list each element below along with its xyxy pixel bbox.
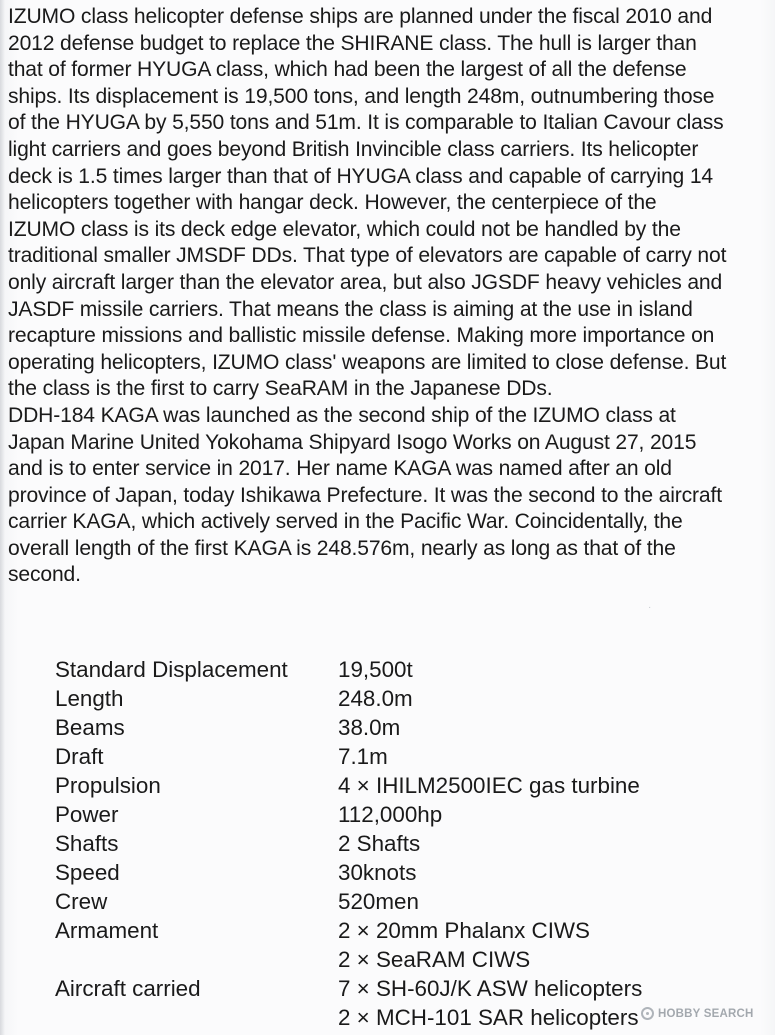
paragraph-line: JASDF missile carriers. That means the class is aiming at the use in island xyxy=(8,297,693,321)
paragraph-line: ships. Its displacement is 19,500 tons, and length 248m, outnumbering those xyxy=(8,84,715,108)
paragraph-line: overall length of the first KAGA is 248.576m, nearly as long as that of the xyxy=(8,536,676,560)
spec-value: 30knots xyxy=(338,860,417,885)
spec-values xyxy=(338,916,755,974)
spec-label: Aircraft carried xyxy=(55,976,201,1001)
hobby-search-watermark xyxy=(641,1007,753,1020)
spec-values xyxy=(338,887,755,916)
spec-values xyxy=(338,829,755,858)
spec-values xyxy=(338,858,755,887)
watermark-text: HOBBY SEARCH xyxy=(658,1007,754,1020)
paragraph-line: second. xyxy=(8,563,81,587)
paragraph-line: Japan Marine United Yokohama Shipyard Isogo Works on August 27, 2015 xyxy=(8,430,697,454)
paragraph-line: 2012 defense budget to replace the SHIRANE class. The hull is larger than xyxy=(8,31,697,55)
paragraph-line: the class is the first to carry SeaRAM in the Japanese DDs. xyxy=(8,377,553,401)
spec-values xyxy=(338,800,755,829)
paragraph-line: only aircraft larger than the elevator area, but also JGSDF heavy vehicles and xyxy=(8,270,723,294)
paragraph-line: traditional smaller JMSDF DDs. That type of elevators are capable of carry not xyxy=(8,244,727,268)
spec-row-beams xyxy=(55,713,755,742)
spec-value: 112,000hp xyxy=(338,802,443,827)
paragraph-line: that of former HYUGA class, which had been the largest of all the defense xyxy=(8,58,687,82)
paragraph-line: and is to enter service in 2017. Her name KAGA was named after an old xyxy=(8,457,672,481)
spec-label: Propulsion xyxy=(55,773,161,798)
spec-values xyxy=(338,742,755,771)
spec-value: 7.1m xyxy=(338,744,388,769)
spec-label: Length xyxy=(55,686,124,711)
spec-label: Standard Displacement xyxy=(55,657,288,682)
paragraph-line: DDH-184 KAGA was launched as the second ship of the IZUMO class at xyxy=(8,403,676,427)
spec-value: 4 × IHILM2500IEC gas turbine xyxy=(338,773,640,798)
spec-row-length xyxy=(55,684,755,713)
spec-row-propulsion xyxy=(55,771,755,800)
description-paragraphs xyxy=(8,4,770,589)
paragraph-line: helicopters together with hangar deck. However, the centerpiece of the xyxy=(8,191,657,215)
spec-row-speed xyxy=(55,858,755,887)
spec-value: 248.0m xyxy=(338,686,413,711)
spec-row-aircraft-carried xyxy=(55,974,755,1032)
paragraph-line: recapture missions and ballistic missile defense. Making more importance on xyxy=(8,324,715,348)
spec-value: 2 × MCH-101 SAR helicopters xyxy=(338,1005,639,1030)
spec-value: 38.0m xyxy=(338,715,401,740)
paragraph-line: of the HYUGA by 5,550 tons and 51m. It is comparable to Italian Cavour class xyxy=(8,111,724,135)
spec-value: 2 × 20mm Phalanx CIWS xyxy=(338,918,590,943)
spec-row-shafts xyxy=(55,829,755,858)
spec-values xyxy=(338,713,755,742)
spec-row-crew xyxy=(55,887,755,916)
spec-row-draft xyxy=(55,742,755,771)
spec-row-armament xyxy=(55,916,755,974)
paragraph-line: deck is 1.5 times larger than that of HYUGA class and capable of carrying 14 xyxy=(8,164,713,188)
spec-label: Draft xyxy=(55,744,104,769)
hobby-search-logo-icon xyxy=(641,1007,654,1020)
paragraph-line: carrier KAGA, which actively served in the Pacific War. Coincidentally, the xyxy=(8,510,683,534)
spec-values xyxy=(338,655,755,684)
spec-values xyxy=(338,771,755,800)
spec-value: 2 Shafts xyxy=(338,831,421,856)
spec-values xyxy=(338,684,755,713)
paragraph-line: province of Japan, today Ishikawa Prefecture. It was the second to the aircraft xyxy=(8,483,722,507)
spec-label: Crew xyxy=(55,889,108,914)
specifications-table xyxy=(55,655,755,1032)
scan-edge xyxy=(0,0,5,1035)
spec-value: 520men xyxy=(338,889,419,914)
scan-speck-icon: · xyxy=(648,602,652,613)
spec-label: Armament xyxy=(55,918,159,943)
spec-values xyxy=(338,974,755,1032)
spec-row-standard-displacement xyxy=(55,655,755,684)
spec-label: Beams xyxy=(55,715,125,740)
paragraph-line: light carriers and goes beyond British Invincible class carriers. Its helicopter xyxy=(8,137,699,161)
spec-value: 2 × SeaRAM CIWS xyxy=(338,947,531,972)
paragraph-line: IZUMO class is its deck edge elevator, which could not be handled by the xyxy=(8,217,681,241)
paragraph-line: operating helicopters, IZUMO class' weapons are limited to close defense. But xyxy=(8,350,727,374)
spec-value: 19,500t xyxy=(338,657,413,682)
spec-row-power xyxy=(55,800,755,829)
paragraph-line: IZUMO class helicopter defense ships are planned under the fiscal 2010 and xyxy=(8,5,713,28)
spec-label: Speed xyxy=(55,860,120,885)
spec-label: Power xyxy=(55,802,119,827)
spec-label: Shafts xyxy=(55,831,119,856)
spec-value: 7 × SH-60J/K ASW helicopters xyxy=(338,976,643,1001)
